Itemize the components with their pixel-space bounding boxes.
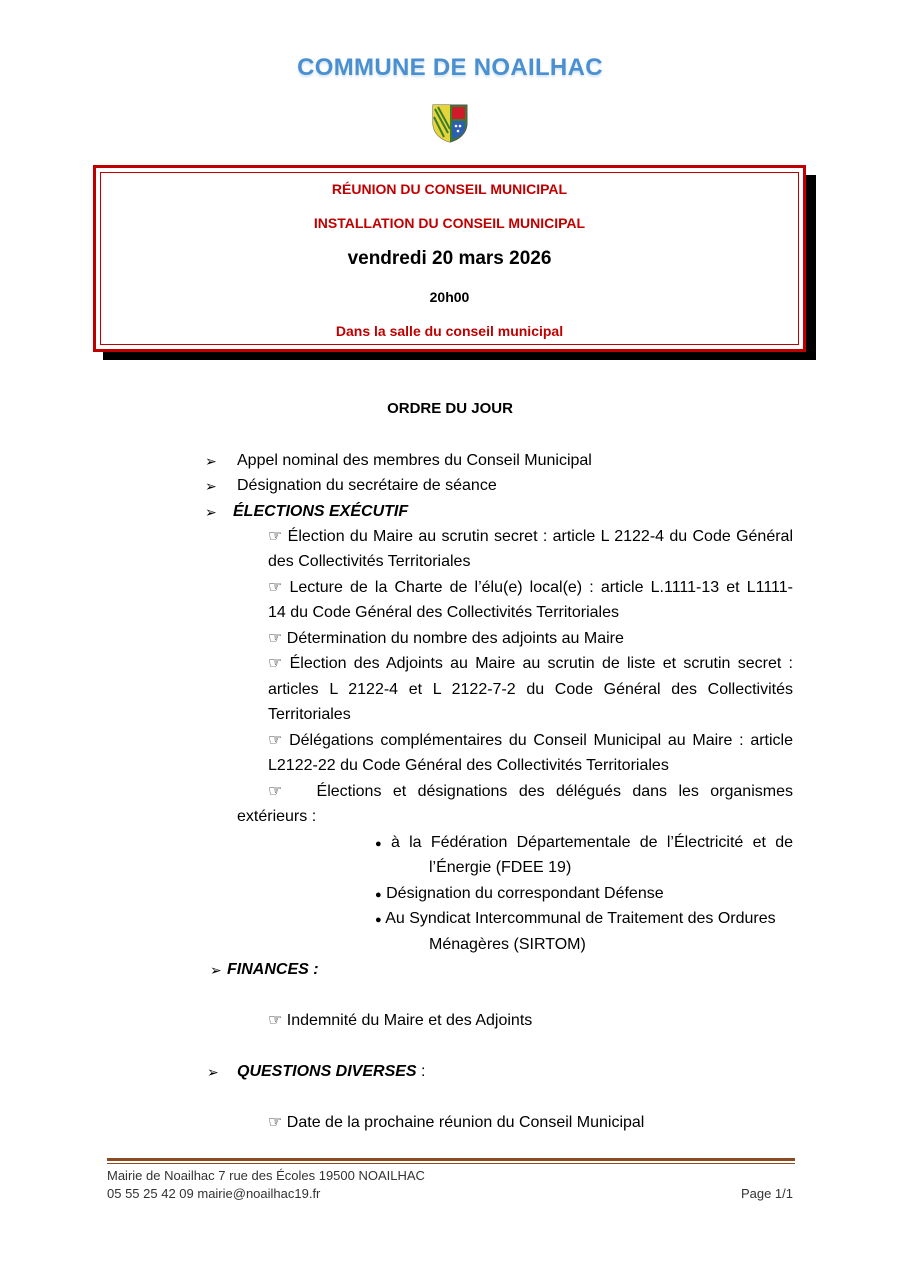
bullet-icon: ● (375, 914, 382, 926)
agenda-subitem-adjoints-election: ☞ Élection des Adjoints au Maire au scrutin de liste et scrutin secret : (268, 655, 793, 672)
pointing-hand-icon: ☞ (268, 783, 283, 800)
agenda-title: ORDRE DU JOUR (387, 400, 513, 417)
arrow-icon: ➢ (210, 962, 222, 978)
section-questions: QUESTIONS DIVERSES : (237, 1063, 426, 1080)
banner-time: 20h00 (429, 289, 470, 305)
pointing-hand-icon: ☞ (268, 528, 283, 545)
meeting-banner (93, 165, 806, 352)
banner-purpose: INSTALLATION DU CONSEIL MUNICIPAL (313, 215, 586, 231)
agenda-subitem-line: Territoriales (268, 706, 351, 723)
pointing-hand-icon: ☞ (268, 1114, 283, 1131)
pointing-hand-icon: ☞ (268, 579, 283, 596)
agenda-subitem-line: des Collectivités Territoriales (268, 553, 471, 570)
agenda-subitem-adjoints-count: ☞ Détermination du nombre des adjoints au Maire (268, 630, 624, 647)
organisation-fdee: ● à la Fédération Départementale de l’Électricité et de (375, 833, 793, 854)
agenda-item-secretary: Désignation du secrétaire de séance (237, 477, 497, 494)
agenda-item-roll-call: Appel nominal des membres du Conseil Municipal (237, 452, 592, 469)
organisation-line: l’Énergie (FDEE 19) (429, 859, 572, 876)
agenda-subitem-line: 14 du Code Général des Collectivités Territoriales (268, 604, 619, 621)
agenda-subitem-line: extérieurs : (237, 808, 317, 825)
organisation-line: Ménagères (SIRTOM) (429, 936, 586, 953)
pointing-hand-icon: ☞ (268, 732, 283, 749)
agenda-subitem-line: L2122-22 du Code Général des Collectivités Territoriales (268, 757, 669, 774)
arrow-icon: ➢ (205, 453, 217, 469)
footer-contact: 05 55 25 42 09 mairie@noailhac19.fr (107, 1186, 321, 1201)
arrow-icon: ➢ (207, 1064, 219, 1080)
footer-divider-thin (107, 1163, 795, 1164)
pointing-hand-icon: ☞ (268, 655, 283, 672)
agenda-subitem-delegates: ☞ Élections et désignations des délégués dans les organismes (268, 783, 793, 800)
agenda-subitem-charte: ☞ Lecture de la Charte de l’élu(e) local(e) : article L.1111-13 et L1111- (268, 579, 793, 596)
coat-of-arms-icon (431, 103, 469, 143)
bullet-icon: ● (375, 838, 382, 850)
banner-meeting: RÉUNION DU CONSEIL MUNICIPAL (331, 181, 568, 197)
organisation-defense: ● Désignation du correspondant Défense (375, 884, 664, 905)
bullet-icon: ● (375, 889, 382, 901)
footer-divider (107, 1158, 795, 1161)
agenda-subitem-maire-election: ☞ Élection du Maire au scrutin secret : article L 2122-4 du Code Général (268, 528, 793, 545)
pointing-hand-icon: ☞ (268, 630, 283, 647)
arrow-icon: ➢ (205, 478, 217, 494)
section-finances: FINANCES : (227, 961, 319, 978)
organisation-sirtom: ● Au Syndicat Intercommunal de Traitement des Ordures (375, 909, 776, 930)
banner-inner-frame (100, 172, 799, 345)
section-elections: ÉLECTIONS EXÉCUTIF (233, 503, 409, 520)
agenda-subitem-indemnity: ☞ Indemnité du Maire et des Adjoints (268, 1012, 533, 1029)
agenda-subitem-line: articles L 2122-4 et L 2122-7-2 du Code Général des Collectivités (268, 681, 793, 698)
arrow-icon: ➢ (205, 504, 217, 520)
commune-title: COMMUNE DE NOAILHAC (297, 54, 603, 81)
footer-address: Mairie de Noailhac 7 rue des Écoles 19500 NOAILHAC (107, 1168, 425, 1183)
footer-page-number: Page 1/1 (740, 1186, 793, 1201)
banner-date: vendredi 20 mars 2026 (347, 248, 552, 269)
agenda-subitem-delegations: ☞ Délégations complémentaires du Conseil Municipal au Maire : article (268, 732, 794, 749)
pointing-hand-icon: ☞ (268, 1012, 283, 1029)
banner-place: Dans la salle du conseil municipal (335, 323, 564, 339)
agenda-subitem-next-meeting: ☞ Date de la prochaine réunion du Conseil Municipal (268, 1114, 645, 1131)
